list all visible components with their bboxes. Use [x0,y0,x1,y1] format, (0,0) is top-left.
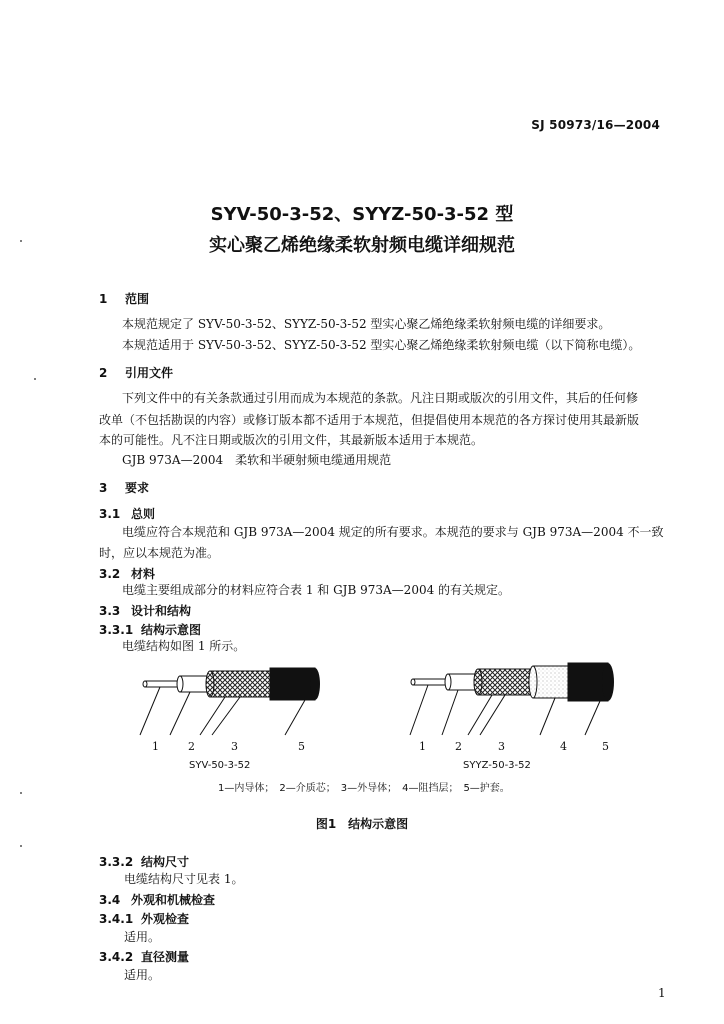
section-title: 要求 [125,481,150,495]
figure-label-left-1: 1 [152,740,159,753]
figure-label-right-2: 2 [455,740,462,753]
section-2-para-line-1: 下列文件中的有关条款通过引用而成为本规范的条款。凡注日期或版次的引用文件，其后的任何修 [122,391,639,405]
figure-model-right: SYYZ-50-3-52 [463,760,531,771]
section-3-3-2-line-1: 电缆结构尺寸见表 1。 [124,872,244,886]
section-3-3-heading [99,602,191,619]
figure-label-right-3: 3 [498,740,505,753]
section-3-4-2-heading [99,948,189,965]
dielectric-core-end [445,674,451,690]
figure-model-left: SYV-50-3-52 [189,760,251,771]
section-title: 外观检查 [141,912,190,926]
scan-speck [34,378,36,380]
section-number: 3.3 [99,604,121,618]
section-number: 3.2 [99,567,121,581]
figure-label-left-3: 3 [231,740,238,753]
document-title-line2: 实心聚乙烯绝缘柔软射频电缆详细规范 [209,235,515,256]
section-3-1-line-1: 电缆应符合本规范和 GJB 973A—2004 规定的所有要求。本规范的要求与 GJB 973A—2004 不一致 [122,525,664,539]
section-1-heading [99,290,149,307]
section-3-1-heading [99,505,155,522]
section-3-4-heading [99,891,215,908]
section-title: 总则 [131,507,156,521]
inner-conductor-end [411,679,415,685]
normative-reference: GJB 973A—2004 柔软和半硬射频电缆通用规范 [122,453,392,467]
outer-conductor-braid [478,669,533,695]
section-3-4-2-line-1: 适用。 [124,968,161,982]
inner-conductor-end [143,681,147,687]
barrier-layer-end [529,666,537,698]
section-1-para-2: 本规范适用于 SYV-50-3-52、SYYZ-50-3-52 型实心聚乙烯绝缘柔软射频电缆（以下简称电缆）。 [122,338,641,352]
figure-label-left-5: 5 [298,740,305,753]
page-number: 1 [658,986,666,1000]
figure-label-right-1: 1 [419,740,426,753]
section-number: 3.4.1 [99,912,134,926]
section-number: 1 [99,292,108,306]
section-3-1-line-2: 时，应以本规范为准。 [99,546,220,560]
jacket-end [310,668,320,700]
section-3-2-heading [99,565,155,582]
section-3-4-1-heading [99,910,189,927]
jacket-end [602,663,614,701]
scan-speck [20,792,22,794]
section-3-heading [99,479,149,496]
barrier-layer [533,666,568,698]
outer-conductor-end [206,671,214,697]
cable-structure-figure [130,660,630,760]
section-3-2-line-1: 电缆主要组成部分的材料应符合表 1 和 GJB 973A—2004 的有关规定。 [122,583,511,597]
scan-speck [20,240,22,242]
section-number: 3.4 [99,893,121,907]
outer-conductor-end [474,669,482,695]
section-title: 外观和机械检查 [131,893,216,907]
figure-label-right-5: 5 [602,740,609,753]
section-number: 3.3.2 [99,855,134,869]
section-title: 结构示意图 [141,623,202,637]
dielectric-core-end [177,676,183,692]
section-title: 范围 [125,292,150,306]
section-title: 结构尺寸 [141,855,190,869]
section-2-para-line-3: 本的可能性。凡不注日期或版次的引用文件，其最新版本适用于本规范。 [99,433,484,447]
outer-conductor-braid [210,671,270,697]
section-2-heading [99,364,173,381]
section-3-3-2-heading [99,853,189,870]
standard-number: SJ 50973/16—2004 [531,118,660,132]
section-title: 直径测量 [141,950,190,964]
section-3-3-1-heading [99,621,201,638]
section-title: 材料 [131,567,156,581]
figure-legend: 1—内导体； 2—介质芯； 3—外导体； 4—阻挡层； 5—护套。 [218,783,510,794]
section-number: 3.1 [99,507,121,521]
figure-label-left-2: 2 [188,740,195,753]
jacket [270,668,315,700]
figure-label-right-4: 4 [560,740,567,753]
section-3-3-1-line-1: 电缆结构如图 1 所示。 [122,639,246,653]
cable-syyz-drawing [410,663,614,735]
section-title: 设计和结构 [131,604,192,618]
section-number: 3.3.1 [99,623,134,637]
section-3-4-1-line-1: 适用。 [124,930,161,944]
section-number: 3 [99,481,108,495]
section-number: 3.4.2 [99,950,134,964]
section-1-para-1: 本规范规定了 SYV-50-3-52、SYYZ-50-3-52 型实心聚乙烯绝缘柔软射频电缆的详细要求。 [122,317,611,331]
cable-syv-drawing [140,668,320,735]
scan-speck [20,845,22,847]
document-title-line1: SYV-50-3-52、SYYZ-50-3-52 型 [210,204,514,225]
figure-caption: 图1 结构示意图 [315,817,409,831]
section-title: 引用文件 [125,366,174,380]
section-number: 2 [99,366,108,380]
section-2-para-line-2: 改单（不包括勘误的内容）或修订版本都不适用于本规范，但提倡使用本规范的各方探讨使用其最新版 [99,413,640,427]
